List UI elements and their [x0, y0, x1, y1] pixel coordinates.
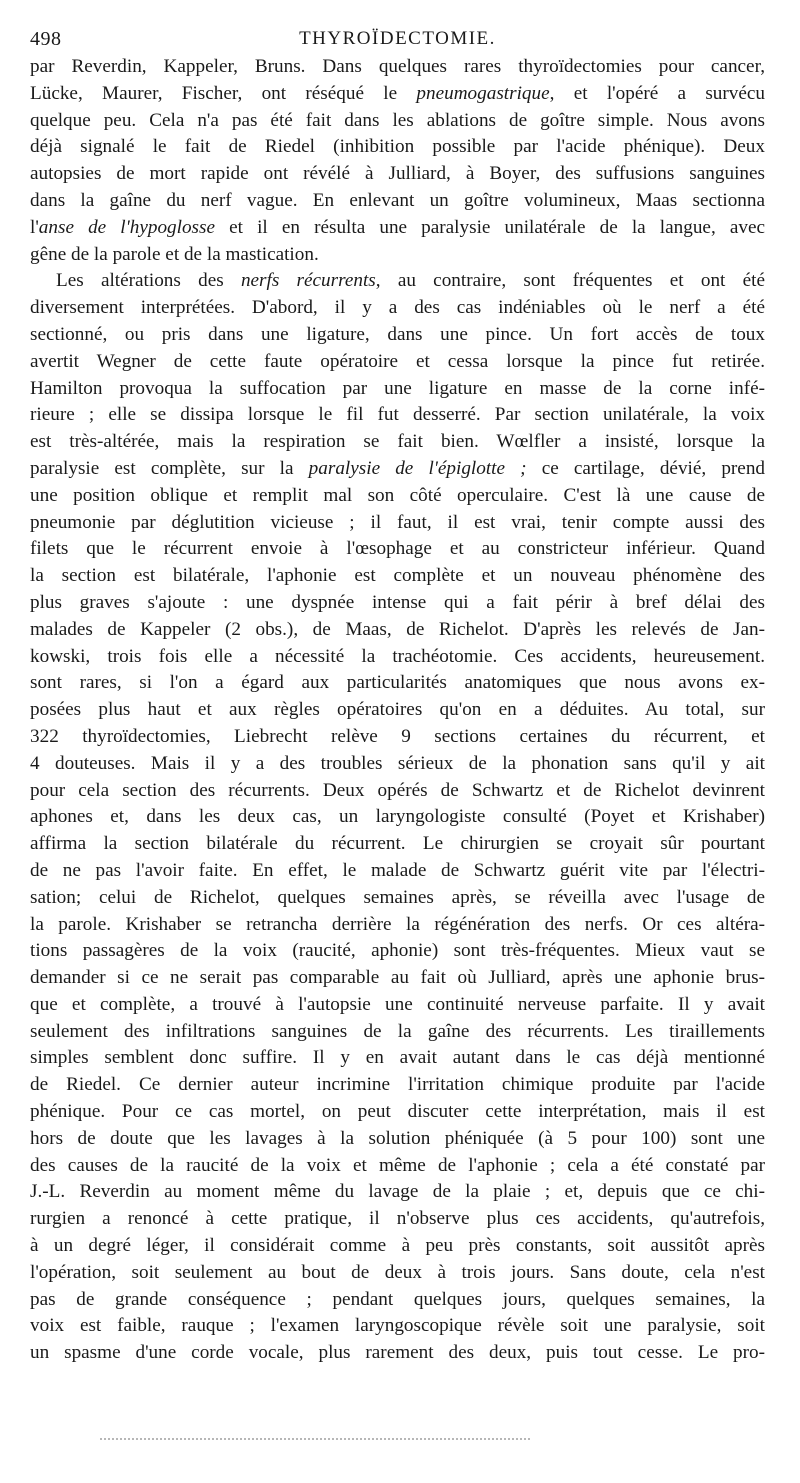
text-line [30, 483, 765, 510]
text-line [30, 1072, 765, 1099]
text-run: sation; celui de Richelot, quelques semaines après, se réveilla avec l'usage de [30, 886, 765, 908]
text-run: , au contraire, sont fréquentes et ont été [375, 270, 765, 292]
text-line [30, 1126, 765, 1153]
text-line [30, 402, 765, 429]
italic-text: pneumogastrique [416, 82, 550, 104]
text-line [30, 697, 765, 724]
text-line [30, 858, 765, 885]
text-run: diversement interprétées. D'abord, il y a des cas indéniables où le nerf a été [30, 297, 765, 319]
text-run: un spasme d'une corde vocale, plus rarement des deux, puis tout cesse. Le pro- [30, 1342, 765, 1364]
text-line [30, 1313, 765, 1340]
text-run: à un degré léger, il considérait comme à peu près constants, soit aussitôt après [30, 1235, 765, 1257]
text-line [30, 1099, 765, 1126]
text-run: de Riedel. Ce dernier auteur incrimine l'irritation chimique produite par l'acide [30, 1074, 765, 1096]
text-line [30, 804, 765, 831]
text-line [30, 938, 765, 965]
text-line [30, 536, 765, 563]
text-run: pas de grande conséquence ; pendant quelques jours, quelques semaines, la [30, 1288, 765, 1310]
text-line [30, 912, 765, 939]
text-run: est très-altérée, mais la respiration se fait bien. Wœlfler a insisté, lorsque la [30, 431, 765, 453]
text-line [30, 1287, 765, 1314]
text-line [30, 242, 765, 269]
text-line [30, 724, 765, 751]
text-line [30, 965, 765, 992]
text-run: gêne de la parole et de la mastication. [30, 243, 319, 265]
page-number: 498 [30, 28, 62, 50]
text-run: dans la gaîne du nerf vague. En enlevant un goître volumineux, Maas sectionna [30, 189, 765, 211]
text-line [30, 831, 765, 858]
text-line [30, 670, 765, 697]
text-run: par Reverdin, Kappeler, Bruns. Dans quelques rares thyroïdectomies pour cancer, [30, 56, 765, 77]
text-run: de ne pas l'avoir faite. En effet, le malade de Schwartz guérit vite par l'électri- [30, 859, 765, 881]
book-page [30, 22, 765, 1367]
text-run: des causes de la raucité de la voix et même de l'aphonie ; cela a été constaté par [30, 1154, 765, 1176]
text-line [30, 1340, 765, 1367]
text-line [30, 1233, 765, 1260]
text-line [30, 349, 765, 376]
text-run: 322 thyroïdectomies, Liebrecht relève 9 sections certaines du récurrent, et [30, 725, 765, 747]
text-run: et il en résulta une paralysie unilatérale de la langue, avec [215, 216, 766, 238]
italic-text: paralysie de l'épiglotte ; [308, 457, 527, 479]
body-text [30, 54, 765, 1367]
running-head [30, 22, 765, 54]
text-line [30, 134, 765, 161]
text-run: sectionné, ou pris dans une ligature, dans une pince. Un fort accès de toux [30, 323, 765, 345]
text-run: malades de Kappeler (2 obs.), de Maas, de Richelot. D'après les relevés de Jan- [30, 618, 765, 640]
text-line [30, 510, 765, 537]
text-run: autopsies de mort rapide ont révélé à Julliard, à Boyer, des suffusions sanguines [30, 163, 765, 185]
text-run: rurgien a renoncé à cette pratique, il n'observe plus ces accidents, qu'autrefois, [30, 1208, 765, 1230]
text-run: filets que le récurrent envoie à l'œsophage et au constricteur inférieur. Quand [30, 538, 765, 560]
italic-text: anse de l'hypoglosse [38, 216, 216, 238]
text-line [30, 161, 765, 188]
text-run: que et complète, a trouvé à l'autopsie une continuité nerveuse parfaite. Il y avait [30, 993, 765, 1015]
text-run: quelque peu. Cela n'a pas été fait dans les ablations de goître simple. Nous avons [30, 109, 765, 131]
running-title: THYROÏDECTOMIE. [299, 28, 496, 49]
text-line [30, 54, 765, 81]
text-line [30, 1153, 765, 1180]
footer-rule [100, 1434, 530, 1440]
text-run: pneumonie par déglutition vicieuse ; il faut, il est vrai, tenir compte aussi des [30, 511, 765, 533]
text-run: Lücke, Maurer, Fischer, ont réséqué le [30, 82, 417, 104]
text-line [30, 751, 765, 778]
text-line [30, 376, 765, 403]
text-line [30, 1019, 765, 1046]
text-run: l'opération, soit seulement au bout de deux à trois jours. Sans doute, cela n'est [30, 1261, 765, 1283]
text-line [30, 992, 765, 1019]
text-line [30, 429, 765, 456]
text-line [30, 644, 765, 671]
text-line [30, 268, 765, 295]
text-run: avertit Wegner de cette faute opératoire et cessa lorsque la pince fut retirée. [30, 350, 765, 372]
text-run: ce cartilage, dévié, prend [526, 457, 766, 479]
text-run: l' [30, 216, 39, 238]
text-line [30, 108, 765, 135]
text-line [30, 322, 765, 349]
text-line [30, 885, 765, 912]
text-line [30, 617, 765, 644]
text-run: sont rares, si l'on a égard aux particularités anatomiques que nous avons ex- [30, 672, 765, 694]
text-run: affirma la section bilatérale du récurrent. Le chirurgien se croyait sûr pourtant [30, 833, 765, 855]
text-line [30, 778, 765, 805]
text-line [30, 456, 765, 483]
text-line [30, 188, 765, 215]
text-run: Les altérations des [56, 270, 241, 292]
text-run: demander si ce ne serait pas comparable au fait où Julliard, après une aphonie brus- [30, 967, 765, 989]
text-run: pour cela section des récurrents. Deux opérés de Schwartz et de Richelot devinrent [30, 779, 765, 801]
italic-text: nerfs récurrents [240, 270, 376, 292]
text-run: paralysie est complète, sur la [30, 457, 309, 479]
text-run: posées plus haut et aux règles opératoires qu'on en a déduites. Au total, sur [30, 699, 765, 721]
text-line [30, 590, 765, 617]
text-run: hors de doute que les lavages à la solution phéniquée (à 5 pour 100) sont une [30, 1127, 765, 1149]
text-line [30, 295, 765, 322]
text-run: phénique. Pour ce cas mortel, on peut discuter cette interprétation, mais il est [30, 1101, 765, 1123]
text-run: tions passagères de la voix (raucité, aphonie) sont très-fréquentes. Mieux vaut se [30, 940, 765, 962]
text-line [30, 1045, 765, 1072]
text-run: seulement des infiltrations sanguines de la gaîne des récurrents. Les tiraillements [30, 1020, 765, 1042]
text-run: aphones et, dans les deux cas, un laryngologiste consulté (Poyet et Krishaber) [30, 806, 765, 828]
text-line [30, 1260, 765, 1287]
text-run: , et l'opéré a survécu [549, 82, 765, 104]
text-run: kowski, trois fois elle a nécessité la trachéotomie. Ces accidents, heureusement. [30, 645, 765, 667]
text-run: simples semblent donc suffire. Il y en avait autant dans le cas déjà mentionné [30, 1047, 765, 1069]
text-run: voix est faible, rauque ; l'examen laryngoscopique révèle soit une paralysie, soit [30, 1315, 765, 1337]
text-line [30, 1179, 765, 1206]
text-line [30, 1206, 765, 1233]
text-run: rieure ; elle se dissipa lorsque le fil fut desserré. Par section unilatérale, la voix [30, 404, 765, 426]
text-run: une position oblique et remplit mal son côté operculaire. C'est là une cause de [30, 484, 765, 506]
text-run: J.-L. Reverdin au moment même du lavage de la plaie ; et, depuis que ce chi- [30, 1181, 765, 1203]
text-line [30, 215, 765, 242]
text-line [30, 563, 765, 590]
text-run: 4 douteuses. Mais il y a des troubles sérieux de la phonation sans qu'il y ait [30, 752, 765, 774]
text-run: Hamilton provoqua la suffocation par une ligature en masse de la corne infé- [30, 377, 765, 399]
text-run: déjà signalé le fait de Riedel (inhibition possible par l'acide phénique). Deux [30, 136, 765, 158]
text-line [30, 81, 765, 108]
text-run: la section est bilatérale, l'aphonie est complète et un nouveau phénomène des [30, 565, 765, 587]
text-run: plus graves s'ajoute : une dyspnée intense qui a fait périr à bref délai des [30, 591, 765, 613]
text-run: la parole. Krishaber se retrancha derrière la régénération des nerfs. Or ces altéra- [30, 913, 765, 935]
